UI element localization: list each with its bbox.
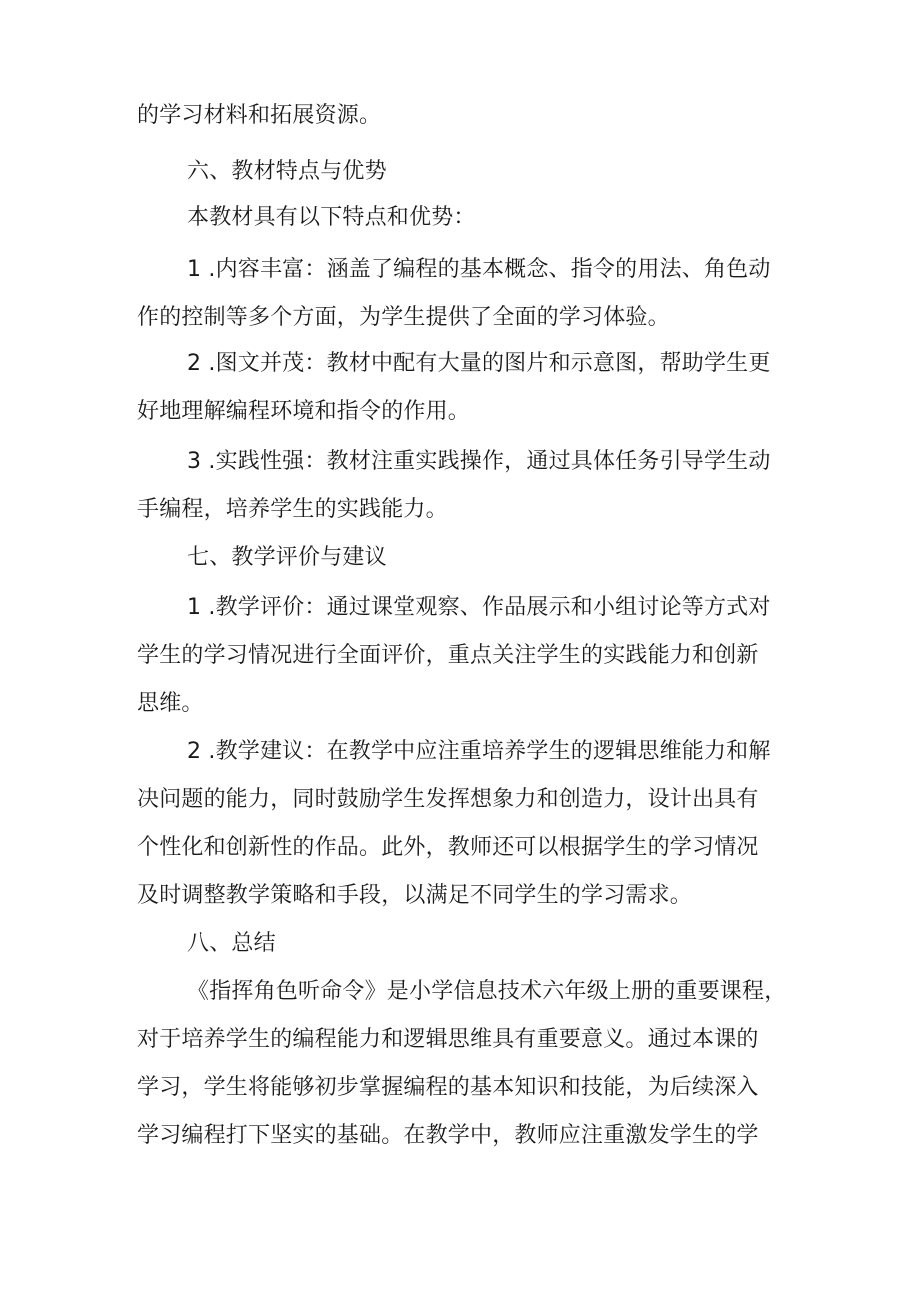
paragraph-line: 学生的学习情况进行全面评价，重点关注学生的实践能力和创新 (137, 643, 759, 668)
paragraph-line: 手编程，培养学生的实践能力。 (137, 497, 448, 522)
section-heading-features: 六、教材特点与优势 (187, 159, 387, 184)
list-item-line: 1 .教学评价：通过课堂观察、作品展示和小组讨论等方式对 (187, 595, 771, 620)
paragraph-line: 思维。 (137, 691, 204, 716)
paragraph-line: 好地理解编程环境和指令的作用。 (137, 399, 471, 424)
list-item-line: 1 .内容丰富：涵盖了编程的基本概念、指令的用法、角色动 (187, 257, 771, 282)
section-heading-summary: 八、总结 (187, 931, 276, 956)
paragraph-line: 《指挥角色听命令》是小学信息技术六年级上册的重要课程， (187, 979, 787, 1004)
list-item-line: 2 .教学建议：在教学中应注重培养学生的逻辑思维能力和解 (187, 739, 771, 764)
list-item-line: 2 .图文并茂：教材中配有大量的图片和示意图，帮助学生更 (187, 351, 771, 376)
paragraph-line: 学习，学生将能够初步掌握编程的基本知识和技能，为后续深入 (137, 1075, 759, 1100)
paragraph-line: 作的控制等多个方面，为学生提供了全面的学习体验。 (137, 305, 670, 330)
section-heading-evaluation: 七、教学评价与建议 (187, 545, 387, 570)
paragraph-line: 学习编程打下坚实的基础。在教学中，教师应注重激发学生的学 (137, 1123, 759, 1148)
paragraph-line: 及时调整教学策略和手段，以满足不同学生的学习需求。 (137, 883, 693, 908)
paragraph-line: 决问题的能力，同时鼓励学生发挥想象力和创造力，设计出具有 (137, 787, 759, 812)
paragraph-line: 的学习材料和拓展资源。 (137, 103, 382, 128)
paragraph-line: 本教材具有以下特点和优势： (187, 205, 476, 230)
list-item-line: 3 .实践性强：教材注重实践操作，通过具体任务引导学生动 (187, 449, 771, 474)
paragraph-line: 对于培养学生的编程能力和逻辑思维具有重要意义。通过本课的 (137, 1027, 759, 1052)
paragraph-line: 个性化和创新性的作品。此外，教师还可以根据学生的学习情况 (137, 835, 759, 860)
